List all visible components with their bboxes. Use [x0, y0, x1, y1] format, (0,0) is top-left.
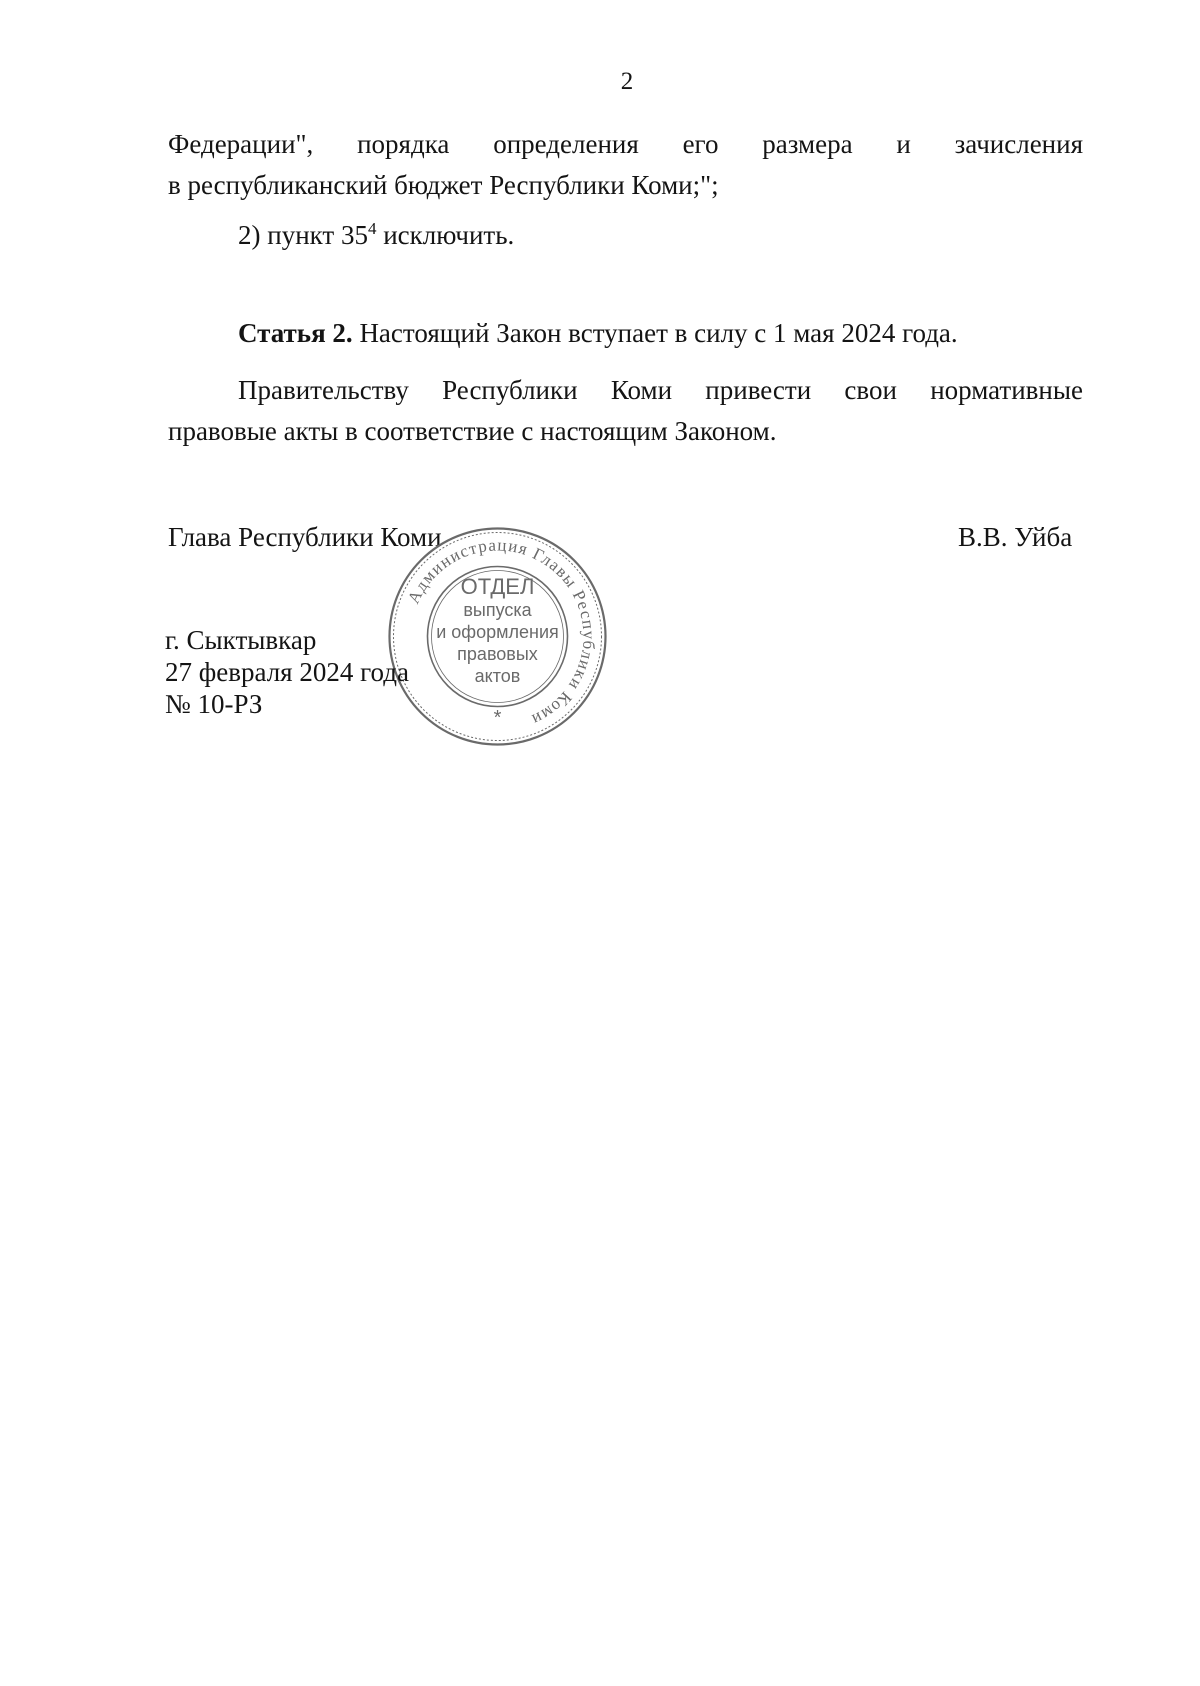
- signature-name: В.В. Уйба: [958, 522, 1073, 552]
- stamp-center-line5: актов: [474, 666, 521, 686]
- signature-position: Глава Республики Коми: [168, 522, 442, 552]
- stamp-center-line4: правовых: [457, 644, 538, 664]
- article-2-text: Настоящий Закон вступает в силу с 1 мая 2024 года.: [352, 318, 958, 348]
- paragraph-continuation-line2: в республиканский бюджет Республики Коми;";: [168, 170, 719, 200]
- stamp-center-line2: выпуска: [463, 600, 532, 620]
- stamp-ring-text: Администрация Главы Республики Коми: [403, 535, 599, 730]
- footer-date: 27 февраля 2024 года: [165, 657, 409, 687]
- stamp-center-line1: ОТДЕЛ: [460, 574, 535, 599]
- item-2-superscript: 4: [367, 219, 377, 238]
- stamp-center-line3: и оформления: [436, 622, 559, 642]
- official-stamp: [385, 524, 610, 749]
- stamp-star: *: [493, 707, 502, 729]
- government-paragraph-line1: Правительству Республики Коми привести свои нормативные: [238, 375, 1083, 405]
- item-2-suffix: исключить.: [376, 220, 515, 250]
- paragraph-continuation-line1: Федерации", порядка определения его размера и зачисления: [168, 129, 1083, 159]
- footer-number: № 10-РЗ: [165, 689, 263, 719]
- footer-city: г. Сыктывкар: [165, 625, 317, 655]
- government-paragraph-line2: правовые акты в соответствие с настоящим Законом.: [168, 416, 777, 446]
- article-2-label: Статья 2.: [238, 318, 353, 348]
- item-2-prefix: 2) пункт 35: [238, 220, 368, 250]
- item-2: [238, 220, 514, 251]
- article-2: [238, 318, 958, 349]
- page-number: 2: [620, 68, 634, 95]
